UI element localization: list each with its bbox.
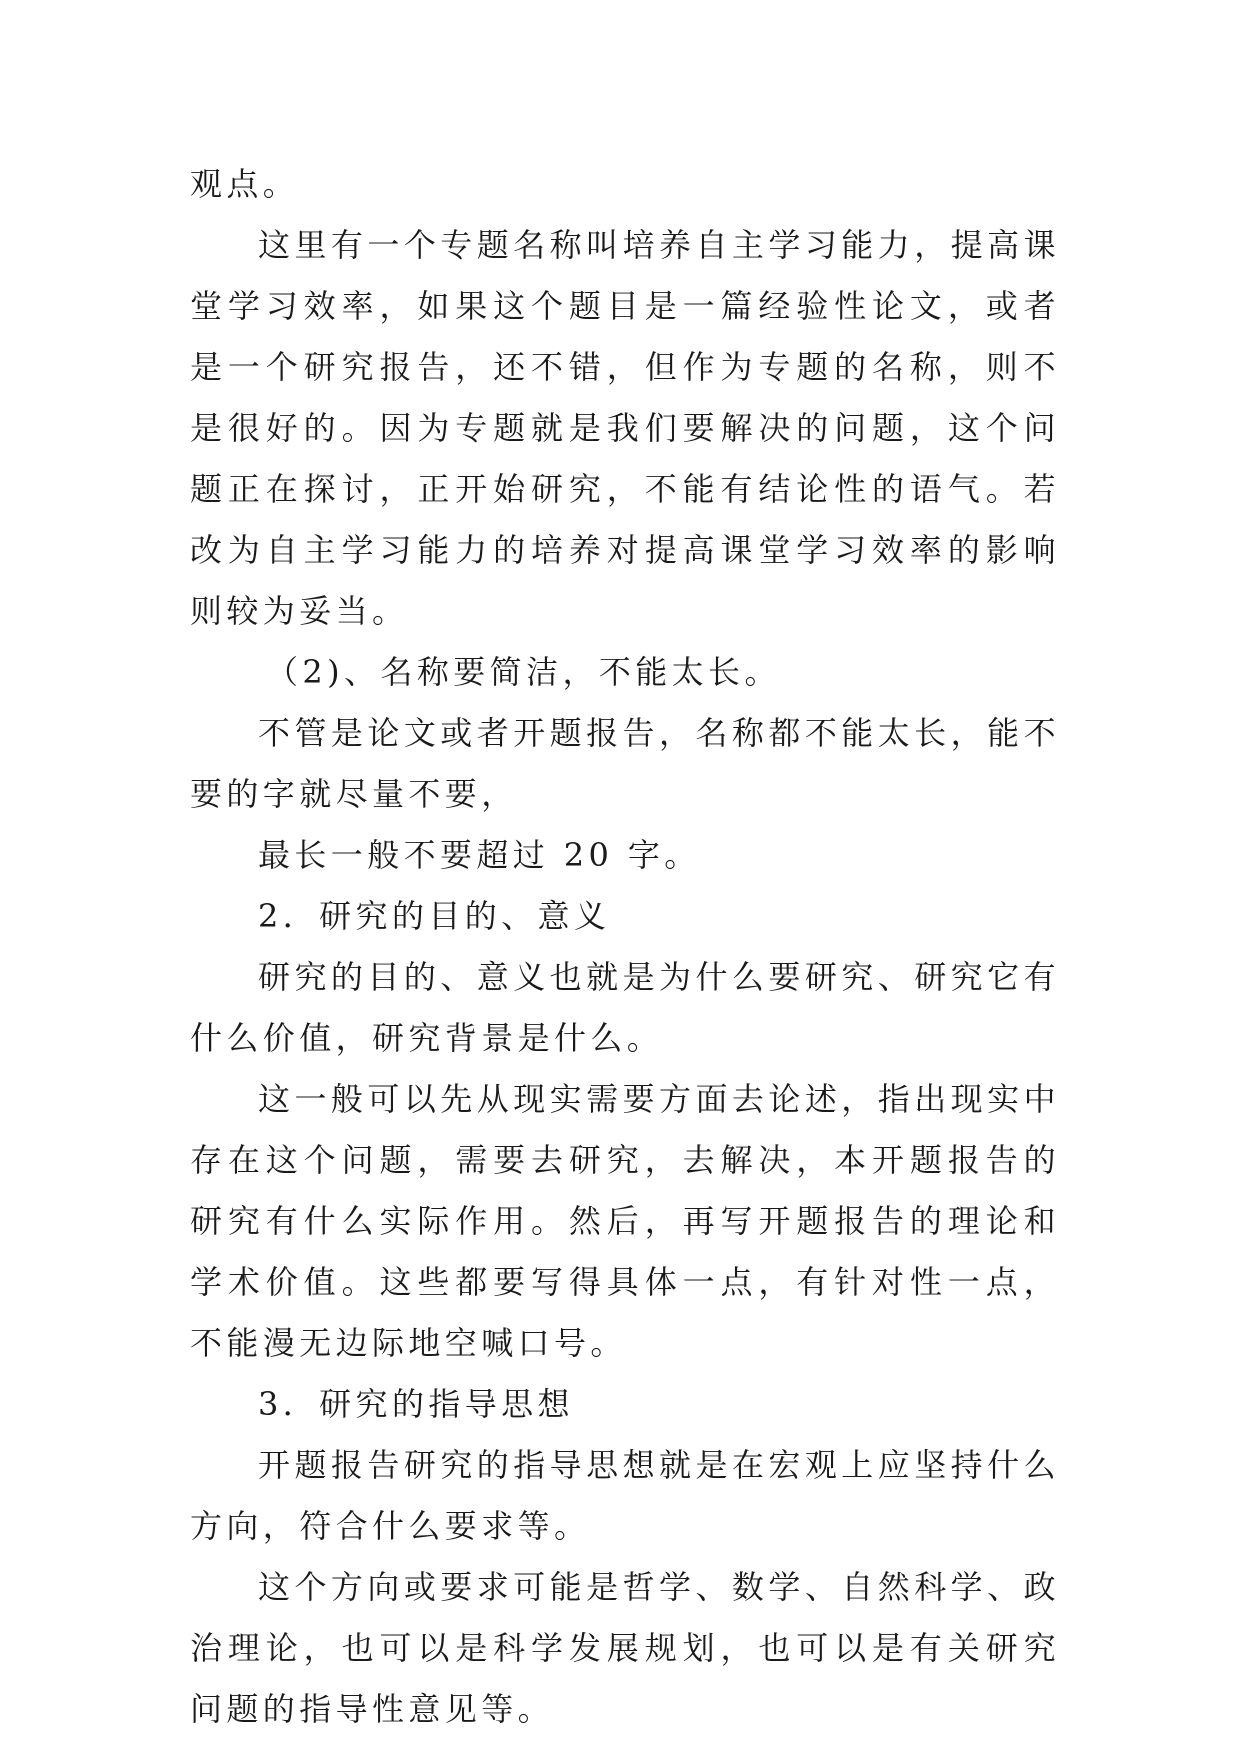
- paragraph-subheading-name-concise: （2)、名称要简洁，不能太长。: [266, 653, 781, 691]
- paragraph-practical-need: 这一般可以先从现实需要方面去论述，指出现实中存在这个问题，需要去研究，去解决，本开题报告的研究有什么实际作用。然后，再写开题报告的理论和学术价值。这些都要写得具体一点，有针对性一点，不能漫无边际地空喊口号。: [190, 1080, 1060, 1362]
- paragraph-direction: 这个方向或要求可能是哲学、数学、自然科学、政治理论，也可以是科学发展规划，也可以是有关研究问题的指导性意见等。: [190, 1568, 1060, 1728]
- section-heading-guiding-thought: 3．研究的指导思想: [258, 1385, 574, 1423]
- paragraph-purpose: 研究的目的、意义也就是为什么要研究、研究它有什么价值，研究背景是什么。: [190, 958, 1060, 1057]
- paragraph-topic-example: 这里有一个专题名称叫培养自主学习能力，提高课堂学习效率，如果这个题目是一篇经验性论文，或者是一个研究报告，还不错，但作为专题的名称，则不是很好的。因为专题就是我们要解决的问题，这个问题正在探讨，正开始研究，不能有结论性的语气。若改为自主学习能力的培养对提高课堂学习效率的影响则较为妥当。: [190, 226, 1060, 630]
- document-body: [190, 154, 1060, 1740]
- paragraph-max-length: 最长一般不要超过 20 字。: [258, 836, 701, 874]
- paragraph-name-length: 不管是论文或者开题报告，名称都不能太长，能不要的字就尽量不要，: [190, 714, 1060, 813]
- paragraph-continuation: 观点。: [190, 165, 300, 203]
- section-heading-purpose: 2．研究的目的、意义: [258, 897, 611, 935]
- paragraph-guiding-thought: 开题报告研究的指导思想就是在宏观上应坚持什么方向，符合什么要求等。: [190, 1446, 1060, 1545]
